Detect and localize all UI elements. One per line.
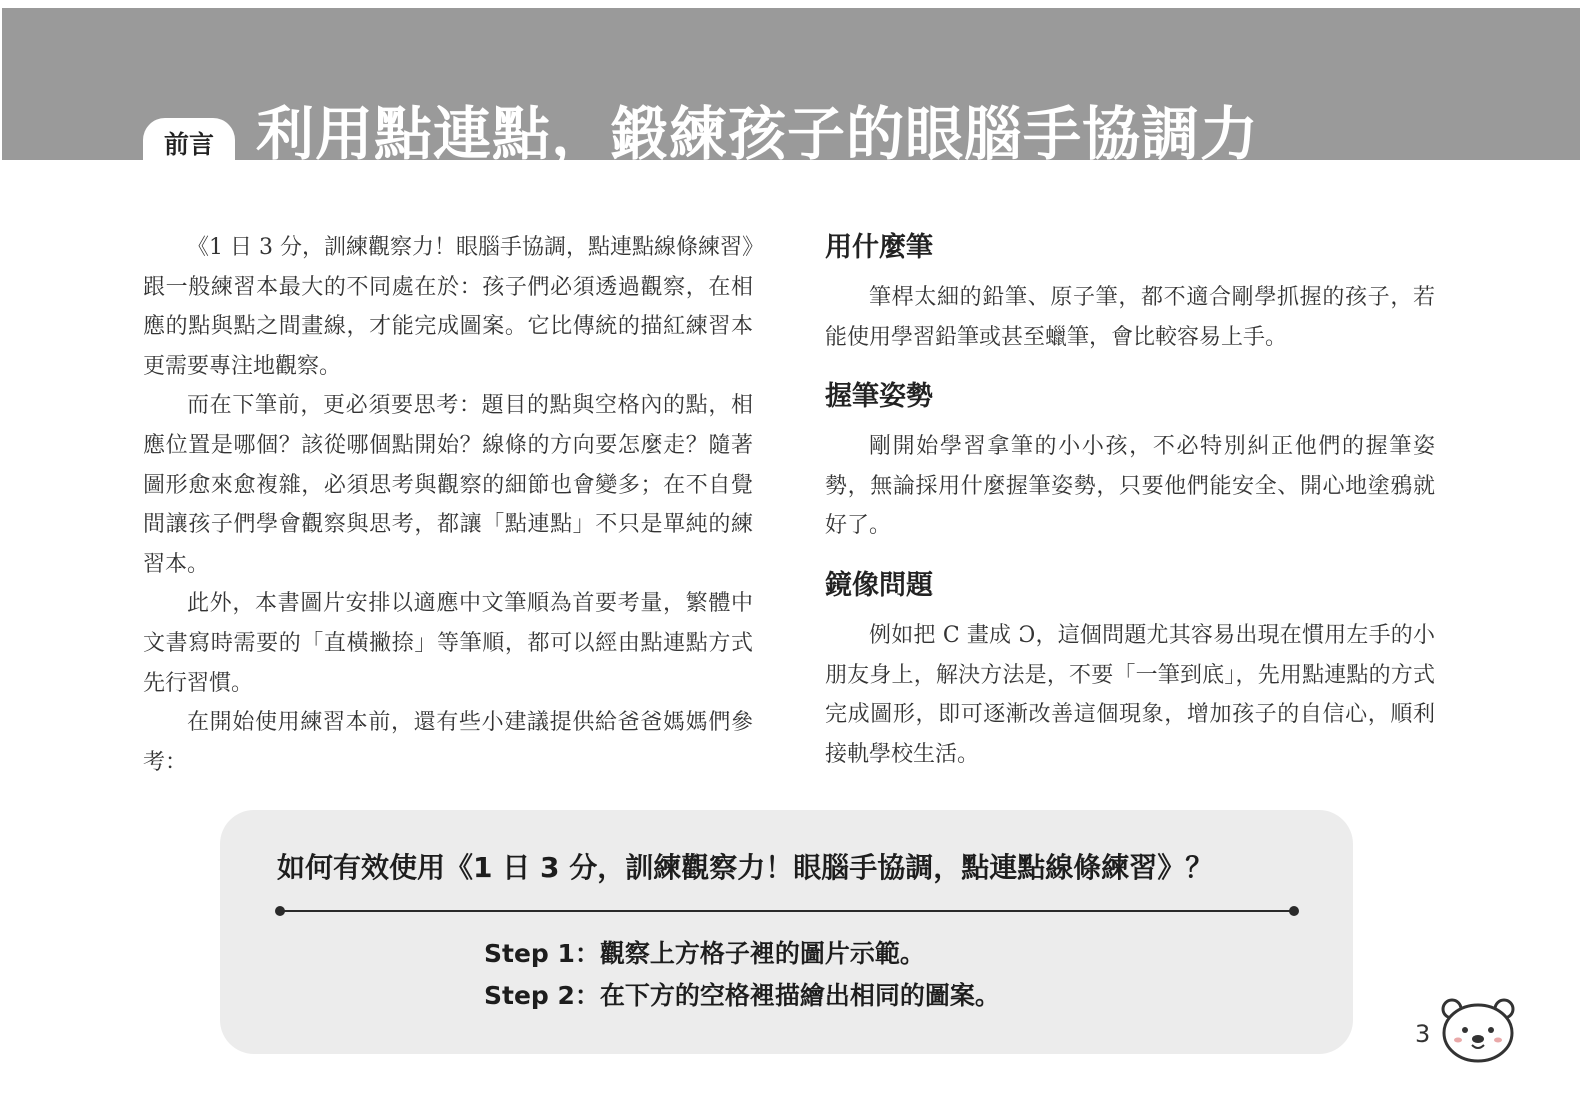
tip-box xyxy=(220,810,1353,1054)
bear-face-icon xyxy=(1438,995,1518,1065)
section-heading: 握筆姿勢 xyxy=(825,381,933,413)
intro-paragraph-1: 《1 日 3 分，訓練觀察力！眼腦手協調，點連點線條練習》跟一般練習本最大的不同處在於：孩子們必須透過觀察，在相應的點與點之間畫線，才能完成圖案。它比傳統的描紅練習本更需要專注地觀察。 xyxy=(143,235,753,379)
section-body: 筆桿太細的鉛筆、原子筆，都不適合剛學抓握的孩子，若能使用學習鉛筆或甚至蠟筆，會比較容易上手。 xyxy=(825,285,1435,350)
intro-paragraph-2: 而在下筆前，更必須要思考：題目的點與空格內的點，相應位置是哪個？該從哪個點開始？線條的方向要怎麼走？隨著圖形愈來愈複雜，必須思考與觀察的細節也會變多；在不自覺間讓孩子們學會觀察與思考，都讓「點連點」不只是單純的練習本。 xyxy=(143,393,753,577)
intro-paragraph-3: 此外，本書圖片安排以適應中文筆順為首要考量，繁體中文書寫時需要的「直橫撇捺」等筆順，都可以經由點連點方式先行習慣。 xyxy=(143,591,753,696)
left-column xyxy=(143,228,753,782)
section-grip-posture xyxy=(825,377,1435,546)
right-column xyxy=(825,228,1435,794)
step-1: Step 1：觀察上方格子裡的圖片示範。 xyxy=(484,939,925,968)
tip-box-title: 如何有效使用《1 日 3 分，訓練觀察力！眼腦手協調，點連點線條練習》？ xyxy=(277,851,1214,884)
section-body: 例如把 C 畫成 Ɔ，這個問題尤其容易出現在慣用左手的小朋友身上，解決方法是，不要「一筆到底」，先用點連點的方式完成圖形，即可逐漸改善這個現象，增加孩子的自信心，順利接軌學校生活。 xyxy=(825,622,1435,767)
section-body: 剛開始學習拿筆的小小孩，不必特別糾正他們的握筆姿勢，無論採用什麼握筆姿勢，只要他們能安全、開心地塗鴉就好了。 xyxy=(825,434,1435,539)
section-heading: 用什麼筆 xyxy=(825,232,933,263)
intro-paragraph-4: 在開始使用練習本前，還有些小建議提供給爸爸媽媽們參考： xyxy=(143,710,753,775)
section-tag: 前言 xyxy=(143,118,235,168)
section-heading: 鏡像問題 xyxy=(825,569,933,601)
page-number: 3 xyxy=(1415,1020,1431,1048)
step-2: Step 2：在下方的空格裡描繪出相同的圖案。 xyxy=(484,981,1000,1010)
section-mirror-issue xyxy=(825,566,1435,774)
tip-divider xyxy=(279,910,1295,912)
page-title: 利用點連點，鍛練孩子的眼腦手協調力 xyxy=(256,100,1260,168)
section-pen-choice xyxy=(825,228,1435,357)
divider-left-dot xyxy=(275,906,285,916)
divider-right-dot xyxy=(1289,906,1299,916)
